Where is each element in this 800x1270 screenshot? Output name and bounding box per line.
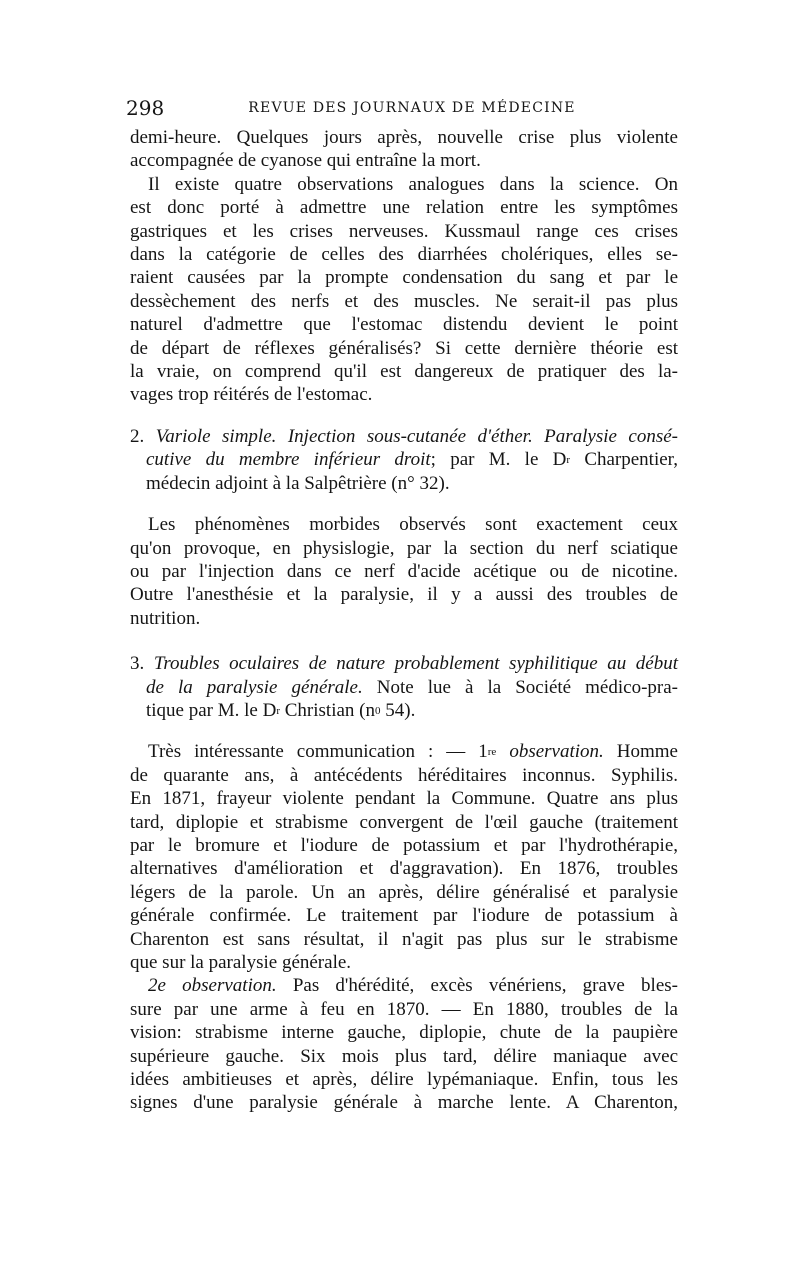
section-heading-2 <box>130 425 678 495</box>
superscript: re <box>487 746 497 759</box>
text-line: naturel d'admettre que l'estomac distendu devient le point <box>130 314 678 336</box>
text-run: Homme <box>603 741 678 763</box>
text-line: signes d'une paralysie générale à marche lente. A Charenton, <box>130 1092 678 1114</box>
text-line: alternatives d'amélioration et d'aggravation). En 1876, troubles <box>130 858 678 880</box>
text-line: légers de la parole. Un an après, délire généralisé et paralysie <box>130 881 678 903</box>
text-line: par le bromure et l'iodure de potassium et par l'hydrothérapie, <box>130 834 678 856</box>
paragraph-observation-2 <box>130 974 678 1114</box>
section-author: Note lue à la Société médico-pra- <box>362 676 678 698</box>
superscript: r <box>276 704 280 717</box>
text-line: gastriques et les crises nerveuses. Kussmaul range ces crises <box>130 220 678 242</box>
text-line: supérieure gauche. Six mois plus tard, délire maniaque avec <box>130 1045 678 1067</box>
text-line: accompagnée de cyanose qui entraîne la mort. <box>130 150 481 172</box>
superscript: r <box>566 454 571 467</box>
text-line: dans la catégorie de celles des diarrhées cholériques, elles se- <box>130 244 678 266</box>
text-line: demi-heure. Quelques jours après, nouvelle crise plus violente <box>130 127 678 148</box>
text-line: vision: strabisme interne gauche, diplopie, chute de la paupière <box>130 1022 678 1044</box>
text-line: Outre l'anesthésie et la paralysie, il y a aussi des troubles de <box>130 584 678 606</box>
text-line: générale confirmée. Le traitement par l'iodure de potassium à <box>130 905 678 927</box>
text-line: Les phénomènes morbides observés sont exactement ceux <box>148 514 678 536</box>
paragraph-phenomena <box>130 513 678 630</box>
observation-label: observation. <box>496 741 604 763</box>
text-run: Pas d'hérédité, excès vénériens, grave bles- <box>276 975 678 997</box>
text-line: Charenton est sans résultat, il n'agit pas plus sur le strabisme <box>130 928 678 950</box>
section-title: Variole simple. Injection sous-cutanée d'éther. Paralysie consé- <box>155 425 678 447</box>
superscript: 0 <box>375 704 381 717</box>
text-line: de quarante ans, à antécédents héréditaires inconnus. Syphilis. <box>130 764 678 786</box>
running-title: REVUE DES JOURNAUX DE MÉDECINE <box>248 100 576 116</box>
section-author: Charpentier, <box>570 449 678 471</box>
section-number: 3. <box>130 653 145 675</box>
text-line: ou par l'injection dans ce nerf d'acide acétique ou de nicotine. <box>130 560 678 582</box>
section-number: 2. <box>130 425 145 447</box>
section-title: de la paralysie générale. <box>146 676 363 698</box>
text-line: En 1871, frayeur violente pendant la Commune. Quatre ans plus <box>130 788 678 810</box>
paragraph-discussion <box>130 173 678 407</box>
text-line: nutrition. <box>130 607 201 629</box>
section-author: tique par M. le D <box>146 699 277 721</box>
text-line: qu'on provoque, en physislogie, par la section du nerf sciatique <box>130 537 678 559</box>
paragraph-observation-1 <box>130 740 678 974</box>
article-body <box>130 126 678 1115</box>
text-line: Il existe quatre observations analogues dans la science. On <box>148 173 678 195</box>
text-line: de départ de réflexes généralisés? Si cette dernière théorie est <box>130 337 678 359</box>
page-number: 298 <box>126 96 165 120</box>
text-line: dessèchement des nerfs et des muscles. Ne serait-il pas plus <box>130 290 678 312</box>
page-header <box>126 96 678 120</box>
text-line: sure par une arme à feu en 1870. — En 1880, troubles de la <box>130 998 678 1020</box>
text-line: vages trop réitérés de l'estomac. <box>130 384 373 406</box>
text-line: est donc porté à admettre une relation entre les symptômes <box>130 197 678 219</box>
text-line: que sur la paralysie générale. <box>130 952 352 973</box>
section-author: 54). <box>380 699 416 721</box>
observation-label: 2e observation. <box>148 975 277 997</box>
text-line: tard, diplopie et strabisme convergent de l'œil gauche (traitement <box>130 811 678 833</box>
section-title: Troubles oculaires de nature probablement syphilitique au début <box>153 653 679 675</box>
text-run: Très intéressante communication : — 1 <box>148 741 488 763</box>
section-heading-3 <box>130 652 678 722</box>
text-line: raient causées par la prompte condensation du sang et par le <box>130 267 678 289</box>
section-author: Christian (n <box>280 699 375 721</box>
text-line: la vraie, on comprend qu'il est dangereux de pratiquer des la- <box>130 361 678 383</box>
section-author: médecin adjoint à la Salpêtrière (n° 32). <box>146 472 450 494</box>
section-author: ; par M. le D <box>430 449 567 471</box>
section-title: cutive du membre inférieur droit <box>146 449 431 471</box>
text-line: idées ambitieuses et après, délire lypémaniaque. Enfin, tous les <box>130 1069 678 1091</box>
paragraph-continuation <box>130 126 678 173</box>
